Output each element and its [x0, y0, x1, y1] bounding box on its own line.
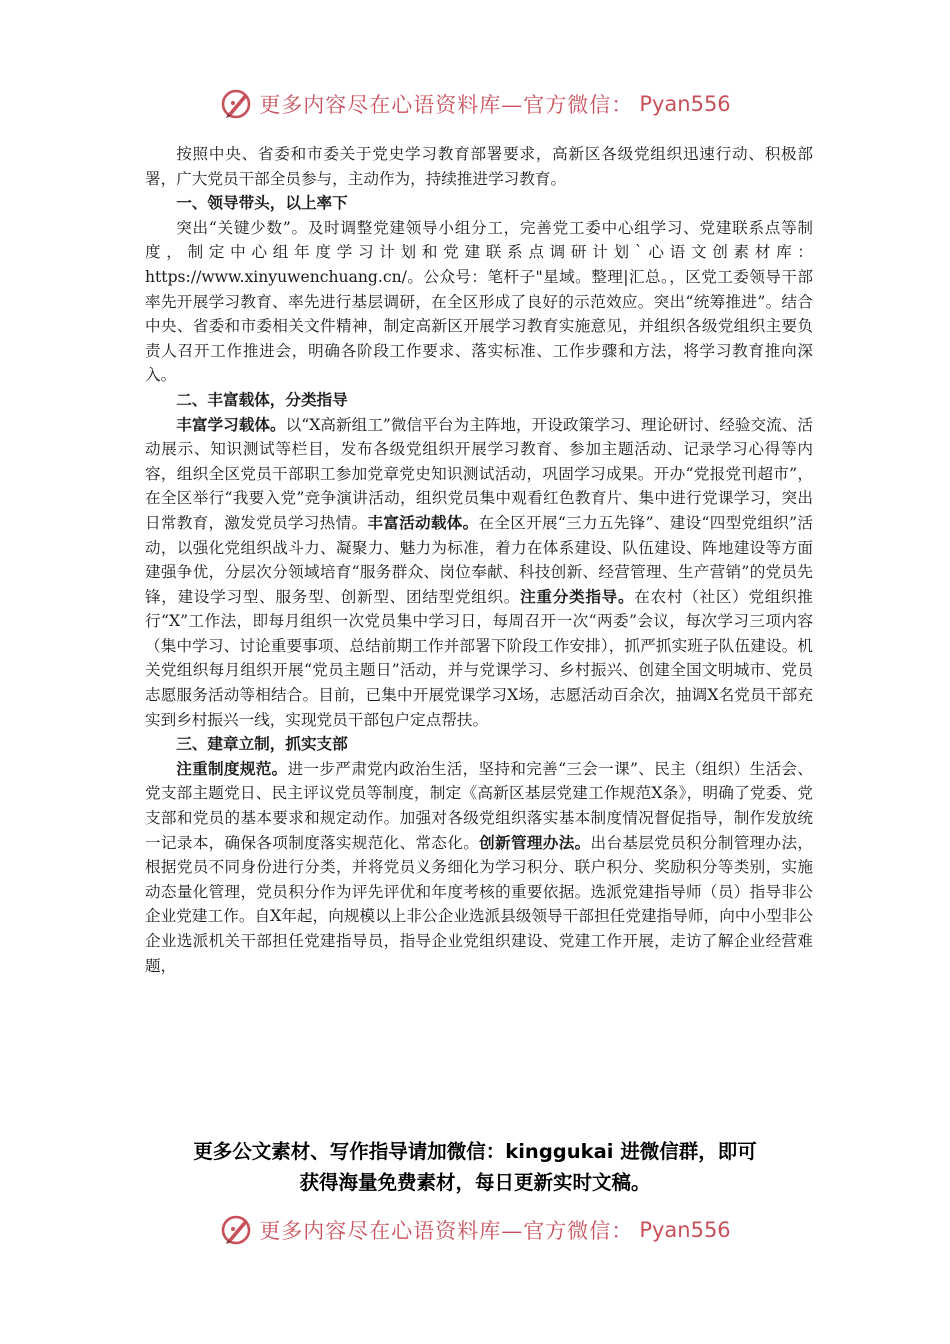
document-body [145, 142, 813, 978]
bold-lead-system-norms: 注重制度规范。 [176, 758, 288, 778]
intro-paragraph: 按照中央、省委和市委关于党史学习教育部署要求，高新区各级党组织迅速行动、积极部署，广大党员干部全员参与，主动作为，持续推进学习教育。 [145, 145, 813, 188]
banner-inner [219, 87, 730, 121]
pen-circle-logo-icon [219, 87, 253, 121]
text-study-carrier: 以“X高新组工”微信平台为主阵地，开设政策学习、理论研讨、经验交流、活动展示、知识测试等栏目，发布各级党组织开展学习教育、参加主题活动、记录学习心得等内容，组织全区党员干部职工参加党章党史知识测试活动，巩固学习成果。开办“党报党刊超市”，在全区举行“我要入党”竞争演讲活动，组织党员集中观看红色教育片、集中进行党课学习，突出日常教育，激发党员学习热情。 [145, 415, 813, 532]
bold-lead-study-carrier: 丰富学习载体。 [176, 414, 286, 434]
text-activity-carrier: 在全区开展“三力五先锋”、建设“四型党组织”活动，以强化党组织战斗力、凝聚力、魅力为标准，着力在体系建设、队伍建设、阵地建设等方面建强争优，分层次分领域培育“服务群众、岗位奉献、科技创新、经营管理、生产营销”的党员先锋，建设学习型、服务型、创新型、团结型党组织。 [145, 513, 813, 606]
banner-inner [219, 1213, 730, 1247]
section-heading-3: 三、建章立制，抓实支部 [176, 734, 348, 754]
section-1-paragraph: 突出“关键少数”。及时调整党建领导小组分工，完善党工委中心组学习、党建联系点等制度，制定中心组年度学习计划和党建联系点调研计划`心语文创素材库：https://www.xinyuwenchuang.cn/。公众号：笔杆子"星域。整理|汇总。，区党工委领导干部率先开展学习教育、率先进行基层调研，在全区形成了良好的示范效应。突出“统筹推进”。结合中央、省委和市委相关文件精神，制定高新区开展学习教育实施意见，并组织各级党组织主要负责人召开工作推进会，明确各阶段工作要求、落实标准、工作步骤和方法，将学习教育推向深入。 [145, 218, 813, 385]
section-2-paragraph [145, 413, 813, 733]
section-heading-1: 一、领导带头，以上率下 [176, 193, 348, 213]
promo-line-2: 获得海量免费素材，每日更新实时文稿。 [299, 1171, 651, 1194]
pen-circle-logo-icon [219, 1213, 253, 1247]
banner-wechat-handle: Pyan556 [639, 1218, 731, 1242]
bold-lead-classified-guidance: 注重分类指导。 [520, 586, 635, 606]
banner-text: 更多内容尽在心语资料库—官方微信： [259, 1219, 634, 1243]
section-heading-2: 二、丰富载体，分类指导 [176, 389, 348, 409]
section-3-paragraph [145, 757, 813, 978]
promo-call-to-action [0, 1136, 950, 1198]
banner-text: 更多内容尽在心语资料库—官方微信： [259, 93, 634, 117]
footer-banner [0, 1210, 950, 1250]
text-system-norms: 进一步严肃党内政治生活，坚持和完善“三会一课”、民主（组织）生活会、党支部主题党日、民主评议党员等制度，制定《高新区基层党建工作规范X条》，明确了党委、党支部和党员的基本要求和规定动作。加强对各级党组织落实基本制度情况督促指导，制作发放统一记录本，确保各项制度落实规范化、常态化。 [145, 759, 813, 852]
text-management-innovation: 出台基层党员积分制管理办法，根据党员不同身份进行分类，并将党员义务细化为学习积分、联户积分、奖励积分等类别，实施动态量化管理，党员积分作为评先评优和年度考核的重要依据。选派党建指导师（员）指导非公企业党建工作。自X年起，向规模以上非公企业选派县级领导干部担任党建指导师，向中小型非公企业选派机关干部担任党建指导员，指导企业党组织建设、党建工作开展，走访了解企业经营难题， [145, 833, 813, 975]
promo-line-1: 更多公文素材、写作指导请加微信：kinggukai 进微信群，即可 [193, 1140, 757, 1163]
bold-lead-management-innovation: 创新管理办法。 [479, 832, 591, 852]
header-banner [0, 84, 950, 124]
bold-lead-activity-carrier: 丰富活动载体。 [367, 512, 479, 532]
text-classified-guidance: 在农村（社区）党组织推行“X”工作法，即每月组织一次党员集中学习日，每周召开一次“两委”会议，每次学习三项内容（集中学习、讨论重要事项、总结前期工作并部署下阶段工作安排），抓严抓实班子队伍建设。机关党组织每月组织开展“党员主题日”活动，并与党课学习、乡村振兴、创建全国文明城市、党员志愿服务活动等相结合。目前，已集中开展党课学习X场，志愿活动百余次，抽调X名党员干部充实到乡村振兴一线，实现党员干部包户定点帮扶。 [145, 587, 813, 729]
banner-wechat-handle: Pyan556 [639, 92, 731, 116]
